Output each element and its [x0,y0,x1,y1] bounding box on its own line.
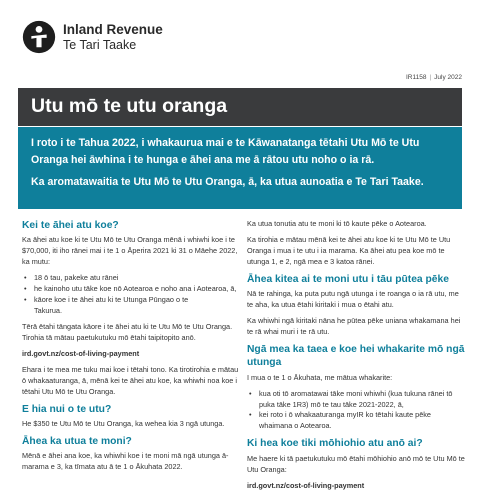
eligibility-text: Ka āhei atu koe ki te Utu Mō te Utu Oranga mēnā i whiwhi koe i te $70,000, iti iho rānei mai i te 1 o Āperira 2021 ki 31 o Māehe 2022, ka mutu: [22,235,238,267]
document-date: July 2022 [434,74,462,81]
title-bar [18,88,462,126]
list-item-continuation: Takurua. [34,306,62,315]
preparation-intro: I mua o te 1 o Ākuhata, me mātua whakarite: [247,372,393,382]
list-item: • he kainoho utu tāke koe nō Aotearoa e noho ana i Aotearoa, ā, [22,284,240,295]
document-reference: IR1158 | July 2022 [405,74,462,81]
heading-eligibility: Kei te āhei atu koe? [22,220,119,231]
ird-logo [22,20,163,54]
list-item: • kua oti tō aromatawai tāke moni whiwhi (kua tukuna rānei tō puka tāke 1R3) mō te tau tāke 2021-2022, ā, [247,389,465,411]
left-column [22,219,240,478]
heading-more-info: Ki hea koe tiki mōhiohio atu anō ai? [247,438,423,450]
more-info-text: Me haere ki tā paetukutuku mō ētahi mōhiohio anō mō te Utu Mō te Utu Oranga: [247,453,465,474]
page-title: Utu mō te utu oranga [31,95,228,117]
bank-visibility-text-2: Ka whiwhi ngā kiritaki nāna he pūtea pēke uniana whakamana hei te rā whai muri i te rā utu. [247,316,461,336]
document-code: IR1158 [405,74,427,81]
list-item: • kāore koe i te āhei atu ki te Utunga Pūngao o te [22,295,240,306]
heading-bank-visibility: Āhea kitea ai te moni utu i tāu pūtea pēke [247,273,449,285]
intro-box [18,127,462,209]
right-column [247,219,465,497]
when-text: Mēnā e āhei ana koe, ka whiwhi koe i te moni mā ngā utunga ā-marama e 3, ka tīmata atu ā te 1 o Ākuhata 2022. [22,451,229,472]
other-eligibility-text: Tērā ētahi tāngata kāore i te āhei atu ki te Utu Mō te Utu Oranga. Tirohia tā mātau paetukutuku mō ētahi taipitopito anō. [22,321,233,342]
ird-logo-icon [22,20,56,54]
monthly-check-text: Ka tirohia e mātau mēnā kei te āhei atu koe ki te Utu Mō te Utu Oranga i mua i te utu i ia marama. Ka āhei atu pea koe mō te utunga 1, e 2, ngā mea e 3 katoa rānei. [247,234,451,266]
heading-amount: E hia nui o te utu? [22,403,112,415]
automatic-payment-text: Ehara i te mea me tuku mai koe i tētahi tono. Ka tirotirohia e mātau ō whakaaturanga, ā, mēnā kei te āhei atu koe, ka whiwhi noa koe i tētahi Utu Mō te Utu Oranga. [22,364,239,396]
list-item: • 18 ō tau, pakeke atu rānei [22,273,240,284]
org-name: Inland Revenue [63,22,163,38]
intro-paragraph-1: I roto i te Tahua 2022, i whakaurua mai e te Kāwanatanga tētahi Utu Mō te Utu Oranga hei āwhina i te hunga e āhei ana me ā rātou utu noho o ia rā. [31,137,420,167]
website-link[interactable]: ird.govt.nz/cost-of-living-payment [247,480,365,490]
list-item: • kei roto i ō whakaaturanga myIR ko tētahi kaute pēke whaimana o Aotearoa. [247,410,465,432]
heading-preparation: Ngā mea ka taea e koe hei whakarite mō ngā utunga [247,343,465,369]
heading-when: Āhea ka utua te moni? [22,435,132,447]
website-link[interactable]: ird.govt.nz/cost-of-living-payment [22,348,140,358]
eligibility-list [22,273,240,317]
intro-paragraph-2: Ka aromatawaitia te Utu Mō te Utu Oranga, ā, ka utua aunoatia e Te Tari Taake. [31,176,424,189]
org-subname: Te Tari Taake [63,37,137,52]
bank-visibility-text-1: Nā te rahinga, ka puta putu ngā utunga i te roanga o ia rā utu, me te aha, ka utua ētahi kiritaki i mua o ētahi atu. [247,289,459,310]
amount-text: He $350 te Utu Mō te Utu Oranga, ka wehea kia 3 ngā utunga. [22,418,225,428]
bank-account-text: Ka utua tonutia atu te moni ki tō kaute pēke o Aotearoa. [247,219,427,228]
preparation-list [247,389,465,433]
